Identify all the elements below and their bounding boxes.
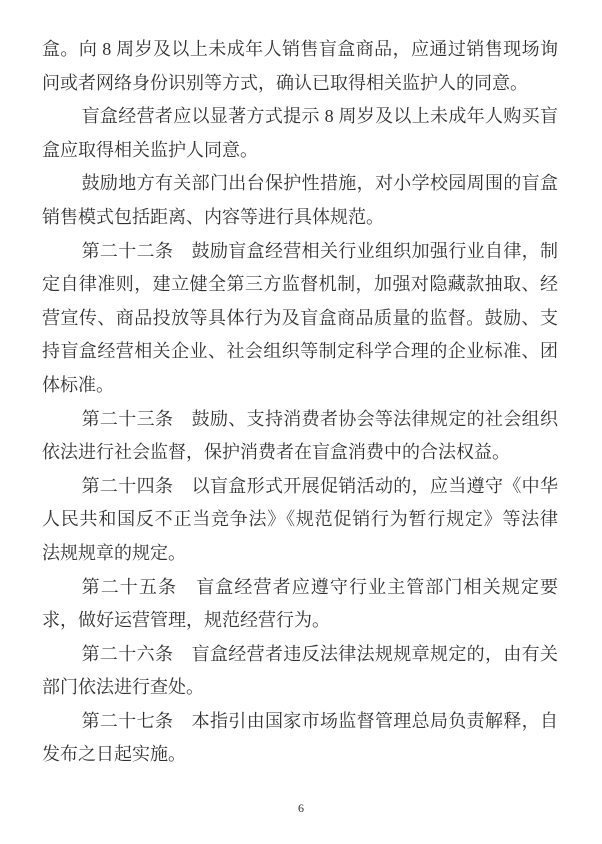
document-body	[42, 33, 558, 772]
text-line: 第二十五条 盲盒经营者应遵守行业主管部门相关规定要	[81, 576, 558, 597]
text-line: 第二十四条 以盲盒形式开展促销活动的，应当遵守《中华	[81, 475, 558, 496]
text-line: 销售模式包括距离、内容等进行具体规范。	[42, 206, 384, 227]
text-line: 定自律准则，建立健全第三方监督机制，加强对隐藏款抽取、经	[42, 274, 558, 295]
text-line: 第二十二条 鼓励盲盒经营相关行业组织加强行业自律，制	[81, 240, 558, 261]
text-line: 盒应取得相关监护人同意。	[42, 139, 258, 160]
text-line: 体标准。	[42, 374, 114, 395]
paragraph	[42, 705, 558, 772]
text-line: 人民共和国反不正当竞争法》《规范促销行为暂行规定》等法律	[42, 509, 558, 530]
text-line: 营宣传、商品投放等具体行为及盲盒商品质量的监督。鼓励、支	[42, 307, 558, 328]
text-line: 依法进行社会监督，保护消费者在盲盒消费中的合法权益。	[42, 442, 510, 463]
page-number: 6	[298, 801, 304, 815]
text-line: 第二十三条 鼓励、支持消费者协会等法律规定的社会组织	[81, 408, 558, 429]
paragraph	[42, 167, 558, 234]
text-line: 第二十七条 本指引由国家市场监督管理总局负责解释，自	[81, 710, 558, 731]
page-footer	[0, 801, 602, 815]
text-line: 鼓励地方有关部门出台保护性措施，对小学校园周围的盲盒	[81, 173, 558, 194]
text-line: 持盲盒经营相关企业、社会组织等制定科学合理的企业标准、团	[42, 341, 558, 362]
text-line: 部门依法进行查处。	[42, 677, 204, 698]
text-line: 盒。向 8 周岁及以上未成年人销售盲盒商品，应通过销售现场询	[42, 39, 558, 59]
text-line: 盲盒经营者应以显著方式提示 8 周岁及以上未成年人购买盲	[81, 106, 558, 127]
paragraph	[42, 235, 558, 403]
paragraph	[42, 33, 558, 100]
text-line: 第二十六条 盲盒经营者违反法律法规规章规定的，由有关	[81, 643, 558, 664]
text-line: 发布之日起实施。	[42, 744, 186, 765]
text-line: 求，做好运营管理，规范经营行为。	[42, 610, 330, 631]
paragraph	[42, 100, 558, 167]
paragraph	[42, 470, 558, 571]
text-line: 问或者网络身份识别等方式，确认已取得相关监护人的同意。	[42, 72, 528, 93]
paragraph	[42, 571, 558, 638]
paragraph	[42, 638, 558, 705]
text-line: 法规规章的规定。	[42, 542, 186, 563]
paragraph	[42, 403, 558, 470]
